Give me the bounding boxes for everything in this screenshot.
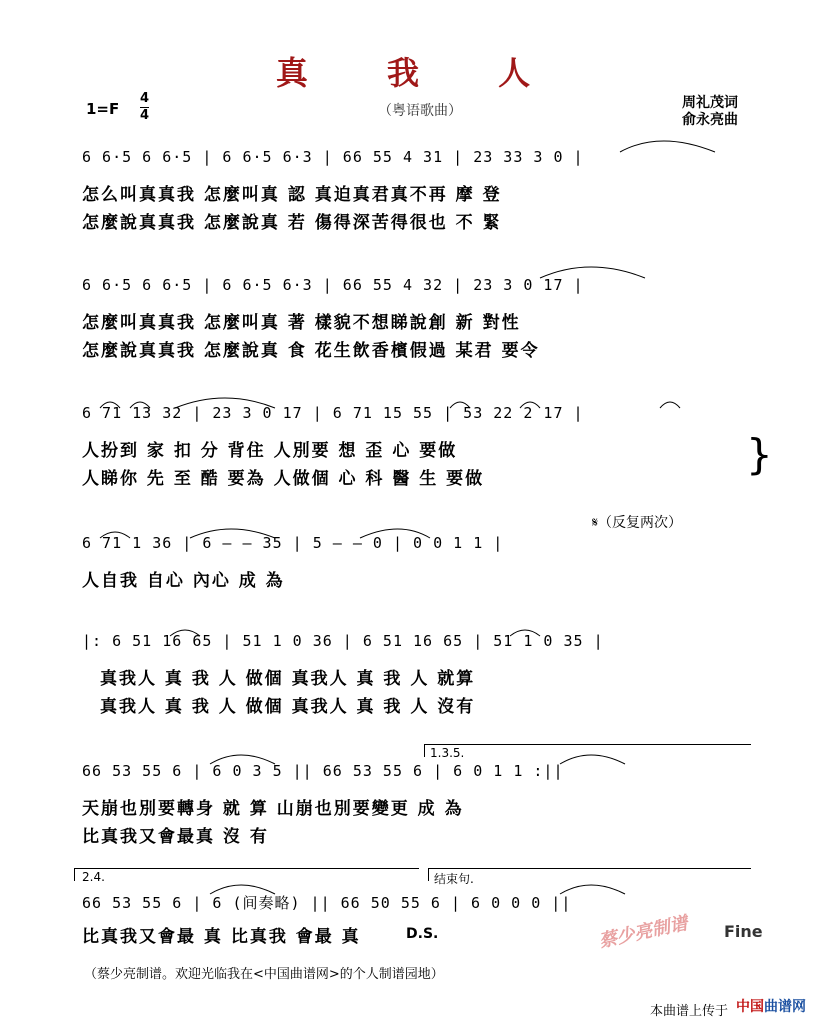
- lyrics-row-1-verse-1: 怎么叫真真我 怎麼叫真 認 真迫真君真不再 摩 登: [82, 185, 502, 205]
- notes-row-3: 6 71 13 32 | 23 3 0 17 | 6 71 15 55 | 53 22 2 17 |: [82, 404, 584, 422]
- notes-row-2: 6 6·5 6 6·5 | 6 6·5 6·3 | 66 55 4 32 | 23 3 0 17 |: [82, 276, 584, 294]
- logo-main: 中国: [736, 999, 764, 1015]
- notes-row-1: 6 6·5 6 6·5 | 6 6·5 6·3 | 66 55 4 31 | 23 33 3 0 |: [82, 148, 584, 166]
- notes-row-4: 6 71 1 36 | 6 – – 35 | 5 – – 0 | 0 0 1 1 |: [82, 534, 504, 552]
- notes-row-6: 66 53 55 6 | 6 0 3 5 || 66 53 55 6 | 6 0 1 1 :||: [82, 762, 564, 780]
- logo-accent: 曲谱网: [764, 999, 806, 1015]
- segno-marker: 𝄋（反复两次）: [592, 515, 683, 531]
- meter-top: 4: [140, 91, 150, 106]
- lyrics-row-2-verse-1: 怎麼叫真真我 怎麼叫真 著 樣貌不想睇說創 新 對性: [82, 313, 521, 333]
- ds-marker: D.S.: [406, 926, 439, 942]
- lyrics-row-3-verse-2: 人睇你 先 至 酷 要為 人做個 心 科 醫 生 要做: [82, 469, 485, 489]
- lyrics-row-6-verse-1: 天崩也別要轉身 就 算 山崩也別要變更 成 為: [82, 799, 464, 819]
- footer-note: （蔡少亮制谱。欢迎光临我在<中国曲谱网>的个人制谱园地）: [84, 967, 444, 982]
- song-title: 真 我 人: [275, 54, 565, 92]
- key-signature: 1=F: [86, 100, 120, 118]
- lyrics-row-6-verse-2: 比真我又會最真 沒 有: [82, 827, 269, 847]
- lyrics-row-3-verse-1: 人扮到 家 扣 分 背住 人別要 想 歪 心 要做: [82, 441, 458, 461]
- lyrics-row-2-verse-2: 怎麼說真真我 怎麼說真 食 花生飲香檳假過 某君 要令: [82, 341, 540, 361]
- verse-brace: }: [746, 430, 773, 479]
- ending-bracket: [428, 868, 751, 881]
- lyrics-row-7: 比真我又會最 真 比真我 會最 真: [82, 927, 361, 947]
- composer: 俞永亮曲: [682, 112, 738, 128]
- lyrics-row-1-verse-2: 怎麼說真真我 怎麼說真 若 傷得深苦得很也 不 緊: [82, 213, 502, 233]
- volta-1-bracket: [424, 744, 751, 757]
- lyrics-row-5-verse-2: 真我人 真 我 人 做個 真我人 真 我 人 沒有: [100, 697, 476, 717]
- fine-marker: Fine: [724, 922, 763, 941]
- notes-row-7: 66 53 55 6 | 6 (间奏略) || 66 50 55 6 | 6 0 0 0 ||: [82, 894, 572, 912]
- lyrics-row-4: 人自我 自心 內心 成 為: [82, 571, 285, 591]
- ending-label: 结束句.: [434, 872, 474, 886]
- volta-2-bracket: [74, 868, 419, 881]
- volta-2-label: 2.4.: [82, 870, 105, 884]
- song-subtitle: （粤语歌曲）: [378, 103, 462, 119]
- arranger-watermark: 蔡少亮制谱: [597, 912, 690, 953]
- uploaded-label: 本曲谱上传于: [650, 1004, 729, 1019]
- meter-bottom: 4: [140, 108, 150, 123]
- site-logo[interactable]: [736, 996, 806, 1016]
- lyricist: 周礼茂词: [682, 95, 738, 111]
- notes-row-5: |: 6 51 16 65 | 51 1 0 36 | 6 51 16 65 | 51 1 0 35 |: [82, 632, 604, 650]
- lyrics-row-5-verse-1: 真我人 真 我 人 做個 真我人 真 我 人 就算: [100, 669, 476, 689]
- volta-1-label: 1.3.5.: [430, 746, 465, 760]
